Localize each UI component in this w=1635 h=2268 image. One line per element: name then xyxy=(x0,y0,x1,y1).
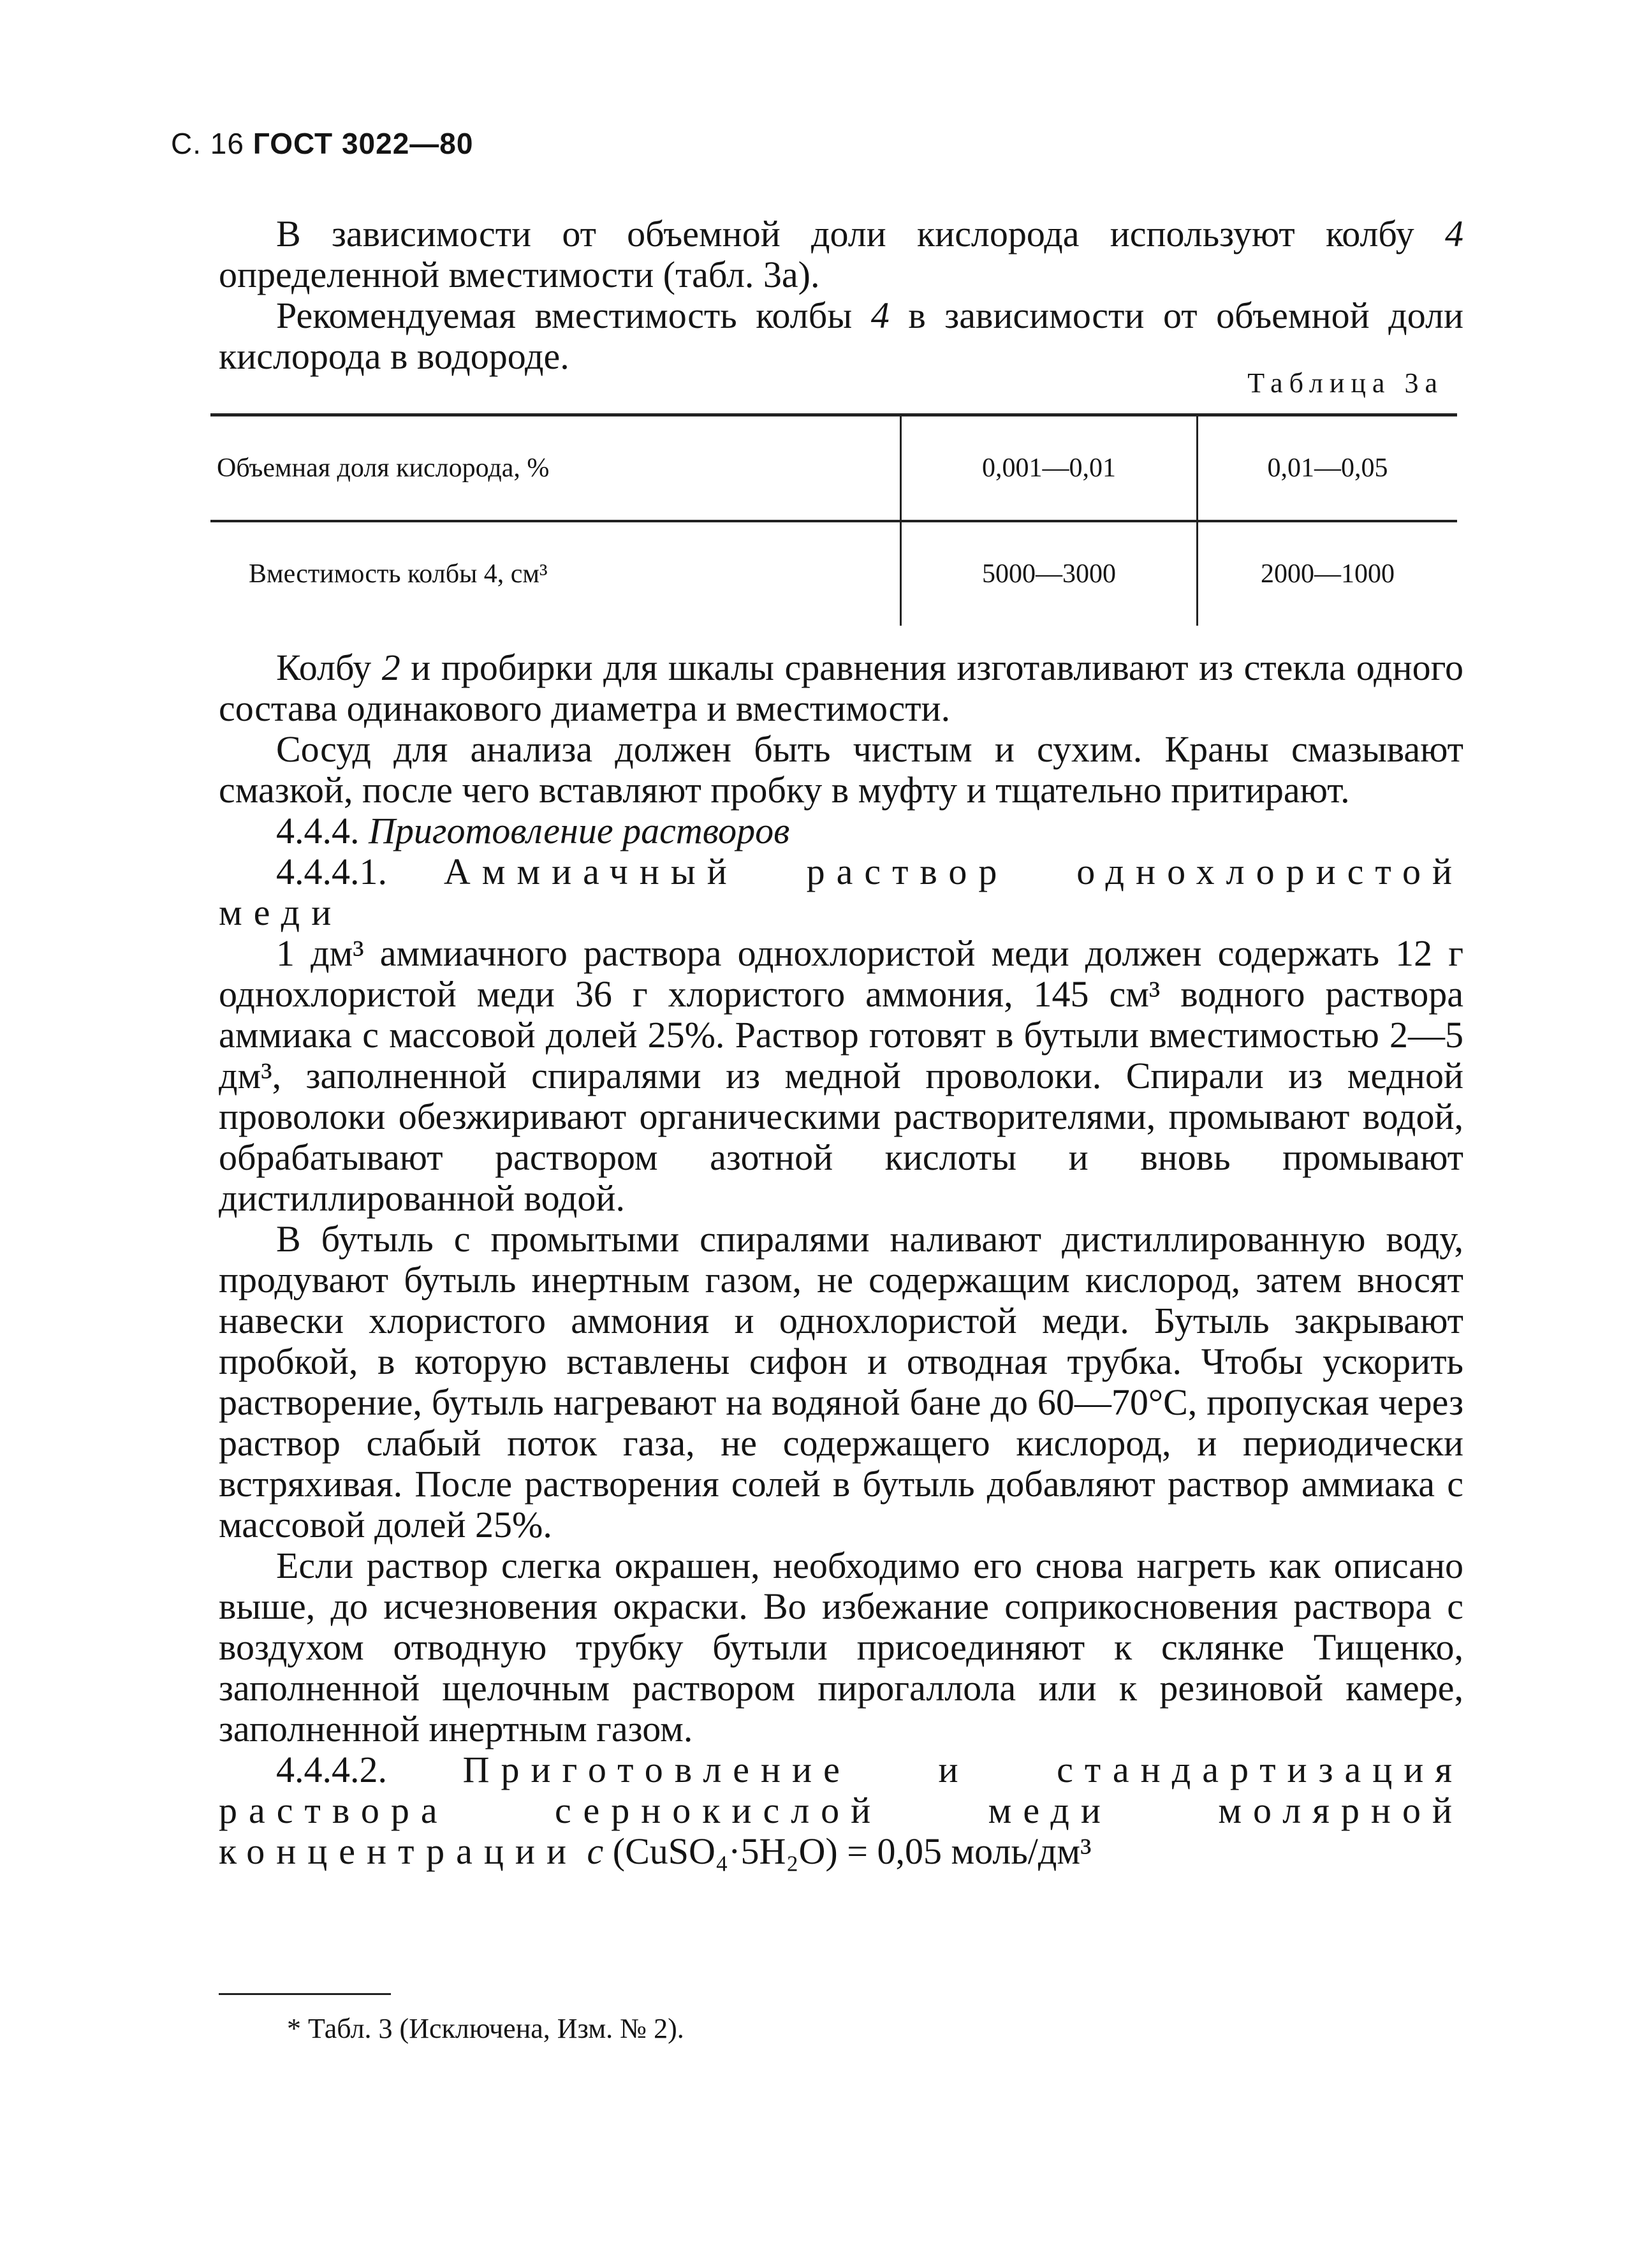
paragraph-vessel: Сосуд для анализа должен быть чистым и сухим. Краны смазывают смазкой, после чего вставляют пробку в муфту и тщательно притирают. xyxy=(219,728,1463,811)
table-cell: 2000—1000 xyxy=(1198,521,1458,626)
flask-number-4: 4 xyxy=(870,295,890,336)
flask-number-2: 2 xyxy=(381,647,400,688)
paragraph-flask-2: Колбу 2 и пробирки для шкалы сравнения изготавливают из стекла одного состава одинакового диаметра и вместимости. xyxy=(219,647,1464,729)
intro-paragraph-2: Рекомендуемая вместимость колбы 4 в зависимости от объемной доли кислорода в водороде. xyxy=(219,295,1464,377)
main-text xyxy=(219,647,1463,1872)
table-3a xyxy=(210,413,1457,626)
flask-number-4: 4 xyxy=(1445,213,1463,254)
section-4-4-4-2-title: Приготовление и стандартизация раствора сернокислой меди молярной концентрации xyxy=(219,1749,1463,1872)
intro-block xyxy=(219,214,1463,377)
section-4-4-4-2-heading: 4.4.4.2. Приготовление и стандартизация раствора сернокислой меди молярной концентрации c (CuSO₄·5H₂O) = 0,05 моль/дм³ xyxy=(219,1749,1463,1872)
table-cell: 0,01—0,05 xyxy=(1198,415,1458,522)
table-row-label: Вместимость колбы 4, см³ xyxy=(249,559,548,589)
section-4-4-4-1-title: Аммиачный раствор однохлористой меди xyxy=(219,851,1463,933)
concentration-formula: (CuSO₄·5H₂O) = 0,05 моль/дм³ xyxy=(612,1830,1092,1872)
intro-paragraph-1: В зависимости от объемной доли кислорода используют колбу 4 определенной вместимости (табл. 3а). xyxy=(219,213,1463,295)
section-4-4-4-title: Приготовление растворов xyxy=(369,810,790,851)
section-4-4-4-heading: 4.4.4. Приготовление растворов xyxy=(276,810,790,851)
paragraph-composition: 1 дм³ аммиачного раствора однохлористой меди должен содержать 12 г однохлористой меди 36 г хлористого аммония, 145 см³ водного раствора аммиака с массовой долей 25%. Раствор готовят в бутыли вместимостью 2—5 дм³, заполненной спиралями из медной проволоки. Спирали из медной проволоки обезжиривают органическими растворителями, промывают водой, обрабатывают раствором азотной кислоты и вновь промывают дистиллированной водой. xyxy=(219,932,1463,1219)
table-cell: 0,001—0,01 xyxy=(901,415,1198,522)
paragraph-preparation: В бутыль с промытыми спиралями наливают дистиллированную воду, продувают бутыль инертным газом, не содержащим кислород, затем вносят навески хлористого аммония и однохлористой меди. Бутыль закрывают пробкой, в которую вставлены сифон и отводная трубка. Чтобы ускорить растворение, бутыль нагревают на водяной бане до 60—70°С, пропуская через раствор слабый поток газа, не содержащего кислород, и периодически встряхивая. После растворения солей в бутыль добавляют раствор аммиака с массовой долей 25%. xyxy=(219,1218,1463,1545)
table-row xyxy=(210,415,1457,522)
page-number: С. 16 xyxy=(171,127,244,160)
table-row xyxy=(210,521,1457,626)
concentration-symbol: c xyxy=(587,1830,604,1872)
footnote-divider xyxy=(219,1993,391,1995)
table-row-label: Объемная доля кислорода, % xyxy=(210,415,901,522)
standard-number: ГОСТ 3022—80 xyxy=(253,127,474,160)
section-4-4-4-1-heading: 4.4.4.1. Аммиачный раствор однохлористой меди xyxy=(219,851,1463,933)
table-cell: 5000—3000 xyxy=(901,521,1198,626)
paragraph-decoloration: Если раствор слегка окрашен, необходимо его снова нагреть как описано выше, до исчезновения окраски. Во избежание соприкосновения раствора с воздухом отводную трубку бутыли присоединяют к склянке Тищенко, заполненной щелочным раствором пирогаллола или к резиновой камере, заполненной инертным газом. xyxy=(219,1545,1463,1749)
page-header xyxy=(171,126,473,161)
footnote: * Табл. 3 (Исключена, Изм. № 2). xyxy=(287,2013,684,2044)
table-caption: Таблица 3а xyxy=(1247,367,1444,399)
